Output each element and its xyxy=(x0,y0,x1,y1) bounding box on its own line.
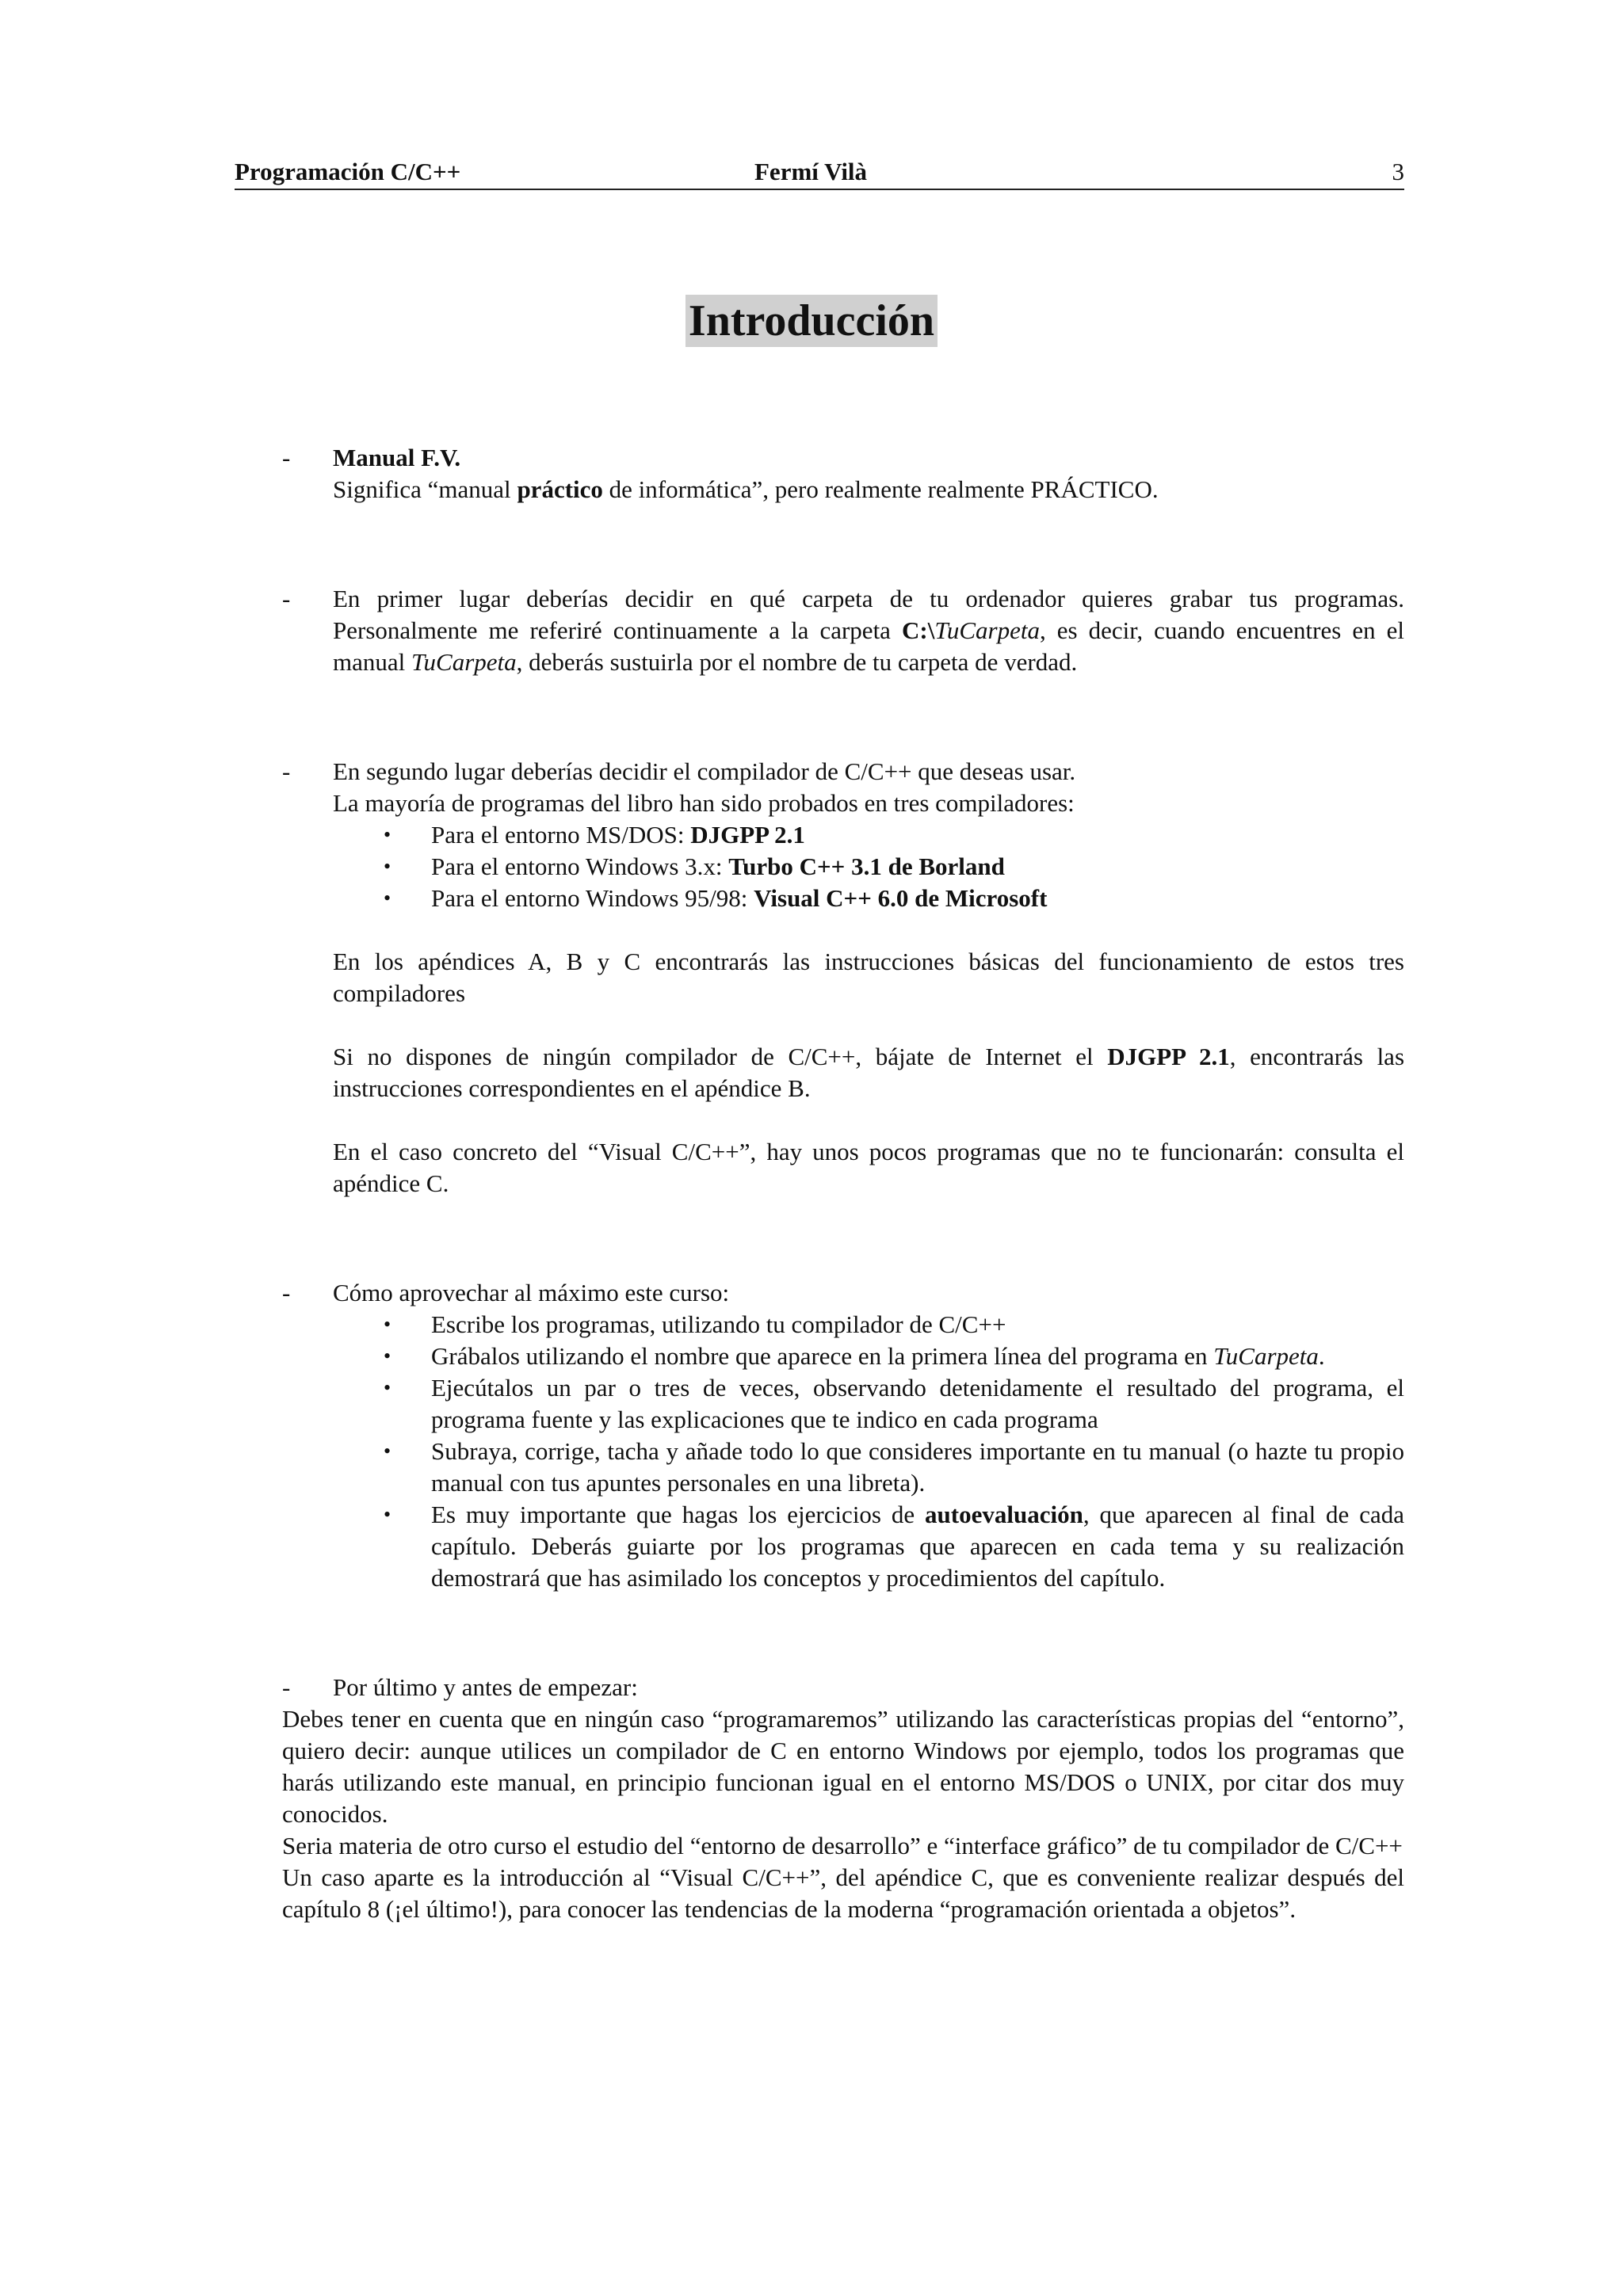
section-heading: Manual F.V. xyxy=(333,444,461,471)
bullet-icon: • xyxy=(384,855,391,878)
bullet-icon: • xyxy=(384,1440,391,1463)
closing-paragraph: Seria materia de otro curso el estudio del “entorno de desarrollo” e “interface gráfico” de tu compilador de C/C++ xyxy=(282,1832,1403,1859)
compiler-list xyxy=(333,819,1404,914)
section-dash: - xyxy=(282,585,291,612)
list-item: • Subraya, corrige, tacha y añade todo lo que consideres importante en tu manual (o hazte tu propio manual con tus apuntes personales en una libreta). xyxy=(384,1437,1404,1497)
bullet-icon: • xyxy=(384,1313,391,1336)
bullet-icon: • xyxy=(384,1503,391,1526)
section-text: En segundo lugar deberías decidir el compilador de C/C++ que deseas usar. xyxy=(333,757,1076,785)
section-paragraph: En los apéndices A, B y C encontrarás las instrucciones básicas del funcionamiento de estos tres compiladores xyxy=(333,948,1404,1007)
list-item: • Escribe los programas, utilizando tu compilador de C/C++ xyxy=(431,1309,1404,1341)
running-header xyxy=(235,155,1404,190)
section-aprovechar xyxy=(282,1277,1404,1594)
main-content xyxy=(282,442,1404,1925)
section-paragraph: En el caso concreto del “Visual C/C++”, hay unos pocos programas que no te funcionarán: consulta el apéndice C. xyxy=(333,1138,1404,1197)
title-container xyxy=(0,295,1623,347)
bullet-icon: • xyxy=(384,1376,391,1399)
list-item: • Grábalos utilizando el nombre que aparece en la primera línea del programa en TuCarpeta. xyxy=(431,1341,1404,1372)
section-text: En primer lugar deberías decidir en qué carpeta de tu ordenador quieres grabar tus programas. Personalmente me referiré continuamente a la carpeta C:\TuCarpeta, es decir, cuando encuentres en el manual TuCarpeta, deberás sustuirla por el nombre de tu carpeta de verdad. xyxy=(333,585,1404,676)
list-item: • Para el entorno Windows 3.x: Turbo C++ 3.1 de Borland xyxy=(431,851,1404,883)
closing-paragraph: Un caso aparte es la introducción al “Visual C/C++”, del apéndice C, que es conveniente realizar después del capítulo 8 (¡el último!), para conocer las tendencias de la moderna “programación orientada a objetos”. xyxy=(282,1863,1404,1923)
section-ultimo xyxy=(282,1672,1404,1703)
section-paragraph: Si no dispones de ningún compilador de C/C++, bájate de Internet el DJGPP 2.1, encontrarás las instrucciones correspondientes en el apéndice B. xyxy=(333,1043,1405,1102)
section-text: La mayoría de programas del libro han sido probados en tres compiladores: xyxy=(333,789,1075,817)
section-text: Cómo aprovechar al máximo este curso: xyxy=(333,1279,730,1306)
bullet-icon: • xyxy=(384,887,391,910)
section-dash: - xyxy=(282,757,291,785)
section-compilador xyxy=(282,756,1404,1199)
section-carpeta xyxy=(282,583,1404,678)
section-text: Significa “manual práctico de informática”, pero realmente realmente PRÁCTICO. xyxy=(333,475,1159,503)
list-item: • Es muy importante que hagas los ejercicios de autoevaluación, que aparecen al final de cada capítulo. Deberás guiarte por los programas que aparecen en cada tema y su realización demostrará que has asimilado los conceptos y procedimientos del capítulo. xyxy=(384,1501,1404,1592)
header-page-number: 3 xyxy=(1392,158,1404,185)
section-text: Por último y antes de empezar: xyxy=(333,1673,638,1701)
bullet-icon: • xyxy=(384,1344,391,1367)
list-item: • Ejecútalos un par o tres de veces, observando detenidamente el resultado del programa, el programa fuente y las explicaciones que te indico en cada programa xyxy=(384,1374,1404,1433)
closing-paragraph: Debes tener en cuenta que en ningún caso “programaremos” utilizando las características propias del “entorno”, quiero decir: aunque utilices un compilador de C en entorno Windows por ejemplo, todos los programas que harás utilizando este manual, en principio funcionan igual en el entorno MS/DOS o UNIX, por citar dos muy conocidos. xyxy=(282,1705,1404,1828)
tips-list xyxy=(333,1309,1404,1594)
header-author: Fermí Vilà xyxy=(754,158,868,185)
section-dash: - xyxy=(282,1279,291,1306)
page-title: Introducción xyxy=(685,295,938,347)
section-manual-fv xyxy=(282,442,1404,505)
section-dash: - xyxy=(282,1673,291,1701)
list-item: • Para el entorno MS/DOS: DJGPP 2.1 xyxy=(431,819,1404,851)
bullet-icon: • xyxy=(384,823,391,846)
header-book-title: Programación C/C++ xyxy=(235,158,461,185)
list-item: • Para el entorno Windows 95/98: Visual C++ 6.0 de Microsoft xyxy=(431,883,1404,914)
section-dash: - xyxy=(282,444,291,471)
